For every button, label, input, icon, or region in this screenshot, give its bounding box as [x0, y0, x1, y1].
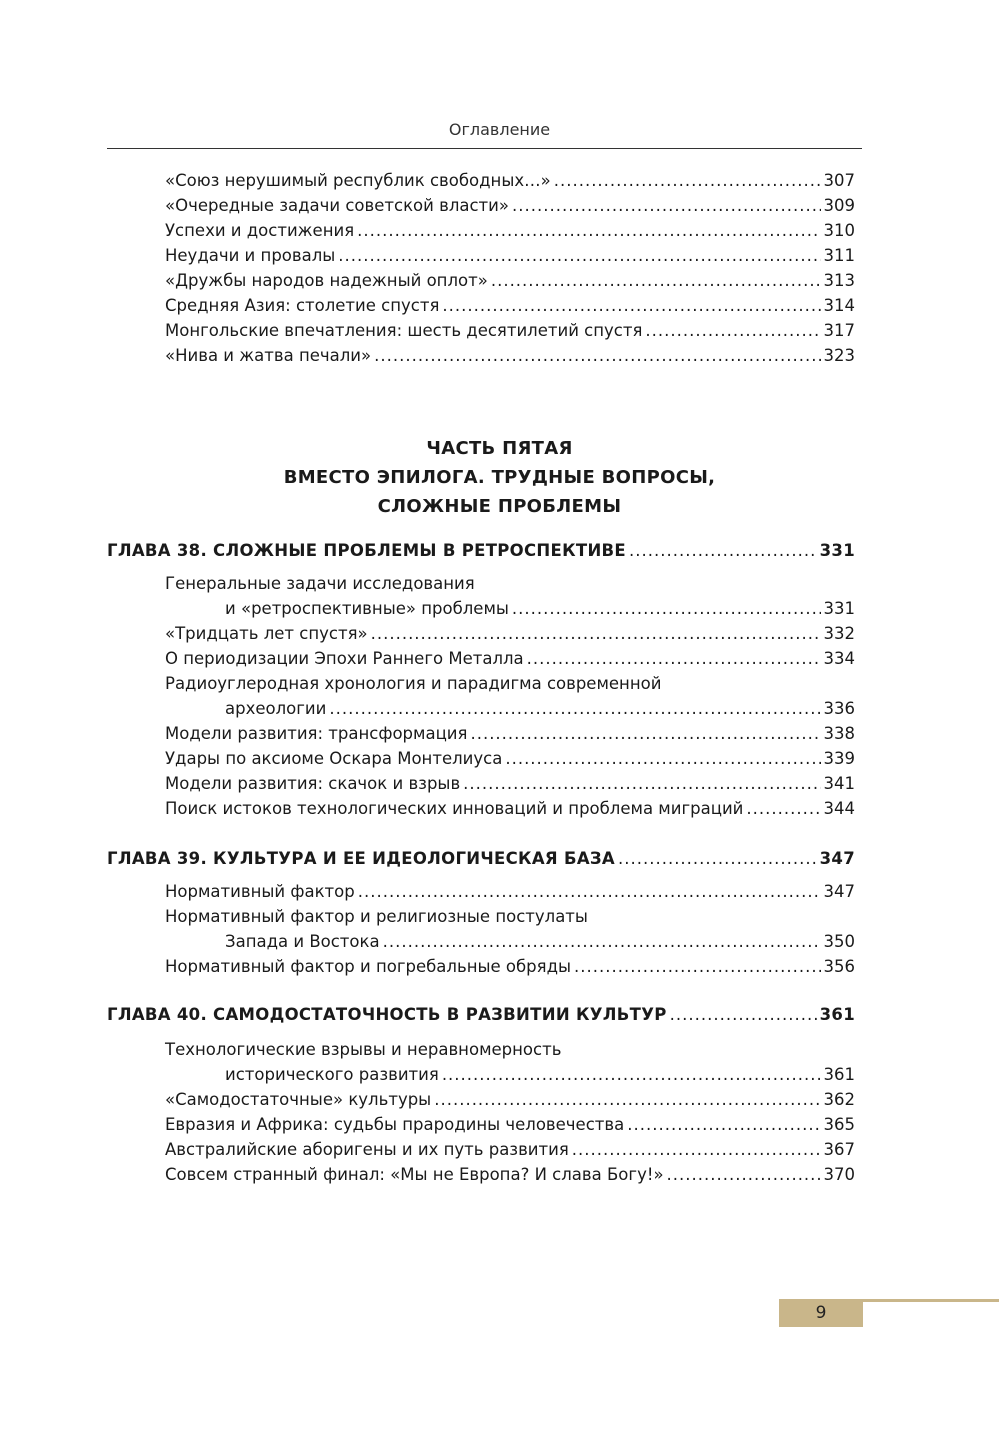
- dot-leader: [629, 538, 817, 563]
- toc-entry[interactable]: [165, 318, 855, 343]
- chapter-heading[interactable]: [107, 538, 855, 563]
- dot-leader: [645, 318, 820, 343]
- dot-leader: [434, 1087, 820, 1112]
- toc-entry[interactable]: [165, 243, 855, 268]
- dot-leader: [574, 954, 820, 979]
- toc-entry-title: «Союз нерушимый республик свободных…»: [165, 171, 551, 190]
- toc-entry-title: Монгольские впечатления: шесть десятилетий спустя: [165, 321, 643, 340]
- toc-entry-title-line1[interactable]: Генеральные задачи исследования: [165, 574, 475, 593]
- toc-entry-page: 339: [823, 749, 855, 768]
- toc-entry-title: Удары по аксиоме Оскара Монтелиуса: [165, 749, 503, 768]
- toc-entry-page: 332: [823, 624, 855, 643]
- dot-leader: [374, 343, 820, 368]
- toc-entry[interactable]: [165, 1137, 855, 1162]
- toc-entry-title: Совсем странный финал: «Мы не Европа? И слава Богу!»: [165, 1165, 664, 1184]
- dot-leader: [442, 293, 820, 318]
- toc-entry-page: 310: [823, 221, 855, 240]
- toc-entry-title-line2: Запада и Востока: [225, 932, 380, 951]
- toc-entry[interactable]: [225, 1062, 855, 1087]
- toc-entry[interactable]: [165, 343, 855, 368]
- toc-entry-title: «Очередные задачи советской власти»: [165, 196, 509, 215]
- toc-entry[interactable]: [165, 954, 855, 979]
- toc-entry-page: 365: [823, 1115, 855, 1134]
- toc-entry[interactable]: [165, 621, 855, 646]
- toc-entry-title: Евразия и Африка: судьбы прародины человечества: [165, 1115, 625, 1134]
- toc-entry[interactable]: [165, 879, 855, 904]
- toc-entry[interactable]: [225, 596, 855, 621]
- toc-entry[interactable]: [165, 1162, 855, 1187]
- dot-leader: [470, 721, 820, 746]
- toc-entry[interactable]: [165, 168, 855, 193]
- dot-leader: [746, 796, 820, 821]
- toc-entry-title: Средняя Азия: столетие спустя: [165, 296, 440, 315]
- toc-entry[interactable]: [165, 193, 855, 218]
- toc-entry-page: 350: [823, 932, 855, 951]
- toc-entry-title-line1[interactable]: Технологические взрывы и неравномерность: [165, 1040, 562, 1059]
- chapter-page: 361: [819, 1005, 855, 1024]
- part-title-line: ЧАСТЬ ПЯТАЯ: [426, 438, 573, 459]
- toc-entry-page: 317: [823, 321, 855, 340]
- toc-entry-page: 309: [823, 196, 855, 215]
- toc-entry-title: Поиск истоков технологических инноваций и проблема миграций: [165, 799, 744, 818]
- dot-leader: [618, 846, 817, 871]
- toc-entry-page: 370: [823, 1165, 855, 1184]
- toc-entry-page: 367: [823, 1140, 855, 1159]
- toc-entry[interactable]: [225, 929, 855, 954]
- part-title-line: ВМЕСТО ЭПИЛОГА. ТРУДНЫЕ ВОПРОСЫ,: [283, 467, 716, 488]
- dot-leader: [491, 268, 821, 293]
- part-title-line: СЛОЖНЫЕ ПРОБЛЕМЫ: [377, 496, 622, 517]
- toc-entry-page: 334: [823, 649, 855, 668]
- toc-entry-page: 341: [823, 774, 855, 793]
- dot-leader: [383, 929, 821, 954]
- dot-leader: [627, 1112, 820, 1137]
- toc-entry-page: 307: [823, 171, 855, 190]
- dot-leader: [442, 1062, 821, 1087]
- dot-leader: [357, 218, 820, 243]
- toc-entry-page: 323: [823, 346, 855, 365]
- toc-entry-page: 356: [823, 957, 855, 976]
- dot-leader: [667, 1162, 821, 1187]
- dot-leader: [512, 596, 821, 621]
- chapter-title: ГЛАВА 39. КУЛЬТУРА И ЕЕ ИДЕОЛОГИЧЕСКАЯ БАЗА: [107, 849, 615, 868]
- toc-entry-title: О периодизации Эпохи Раннего Металла: [165, 649, 524, 668]
- toc-entry[interactable]: [165, 721, 855, 746]
- toc-entry-title: Модели развития: скачок и взрыв: [165, 774, 461, 793]
- dot-leader: [329, 696, 820, 721]
- dot-leader: [572, 1137, 821, 1162]
- chapter-heading[interactable]: [107, 1002, 855, 1027]
- toc-entry[interactable]: [165, 218, 855, 243]
- toc-entry[interactable]: [165, 1087, 855, 1112]
- chapter-page: 331: [819, 541, 855, 560]
- toc-entry[interactable]: [165, 1112, 855, 1137]
- dot-leader: [371, 621, 821, 646]
- toc-entry-title: «Самодостаточные» культуры: [165, 1090, 432, 1109]
- page-number: 9: [779, 1299, 863, 1327]
- dot-leader: [505, 746, 820, 771]
- toc-entry-page: 336: [823, 699, 855, 718]
- toc-entry[interactable]: [165, 646, 855, 671]
- dot-leader: [670, 1002, 817, 1027]
- toc-entry[interactable]: [165, 268, 855, 293]
- toc-entry-title-line1[interactable]: Радиоуглеродная хронология и парадигма современной: [165, 674, 662, 693]
- chapter-title: ГЛАВА 38. СЛОЖНЫЕ ПРОБЛЕМЫ В РЕТРОСПЕКТИВЕ: [107, 541, 626, 560]
- toc-entry[interactable]: [225, 696, 855, 721]
- toc-entry-page: 344: [823, 799, 855, 818]
- toc-entry-page: 314: [823, 296, 855, 315]
- toc-entry-title: Нормативный фактор: [165, 882, 355, 901]
- toc-entry-title-line2: и «ретроспективные» проблемы: [225, 599, 509, 618]
- toc-entry-title: Успехи и достижения: [165, 221, 355, 240]
- toc-entry-title: «Дружбы народов надежный оплот»: [165, 271, 488, 290]
- toc-entry-title: Австралийские аборигены и их путь развития: [165, 1140, 569, 1159]
- toc-entry-title-line2: археологии: [225, 699, 327, 718]
- dot-leader: [463, 771, 820, 796]
- chapter-heading[interactable]: [107, 846, 855, 871]
- toc-entry[interactable]: [165, 796, 855, 821]
- toc-entry-title-line2: исторического развития: [225, 1065, 439, 1084]
- dot-leader: [338, 243, 820, 268]
- dot-leader: [554, 168, 821, 193]
- toc-entry-page: 311: [823, 246, 855, 265]
- toc-entry-page: 331: [823, 599, 855, 618]
- header-rule: [107, 148, 862, 149]
- toc-entry-title: «Нива и жатва печали»: [165, 346, 372, 365]
- toc-entry[interactable]: [165, 771, 855, 796]
- toc-entry-page: 338: [823, 724, 855, 743]
- toc-entry-page: 362: [823, 1090, 855, 1109]
- toc-entry-title: Модели развития: трансформация: [165, 724, 468, 743]
- dot-leader: [527, 646, 821, 671]
- dot-leader: [358, 879, 821, 904]
- toc-entry-page: 313: [823, 271, 855, 290]
- toc-entry-title: Нормативный фактор и погребальные обряды: [165, 957, 572, 976]
- dot-leader: [512, 193, 821, 218]
- running-head: Оглавление: [448, 120, 551, 139]
- toc-entry-page: 361: [823, 1065, 855, 1084]
- chapter-page: 347: [819, 849, 855, 868]
- toc-entry-title: «Тридцать лет спустя»: [165, 624, 368, 643]
- chapter-title: ГЛАВА 40. САМОДОСТАТОЧНОСТЬ В РАЗВИТИИ КУЛЬТУР: [107, 1005, 667, 1024]
- toc-entry-title: Неудачи и провалы: [165, 246, 336, 265]
- toc-entry[interactable]: [165, 293, 855, 318]
- toc-entry-title-line1[interactable]: Нормативный фактор и религиозные постулаты: [165, 907, 588, 926]
- toc-entry-page: 347: [823, 882, 855, 901]
- toc-entry[interactable]: [165, 746, 855, 771]
